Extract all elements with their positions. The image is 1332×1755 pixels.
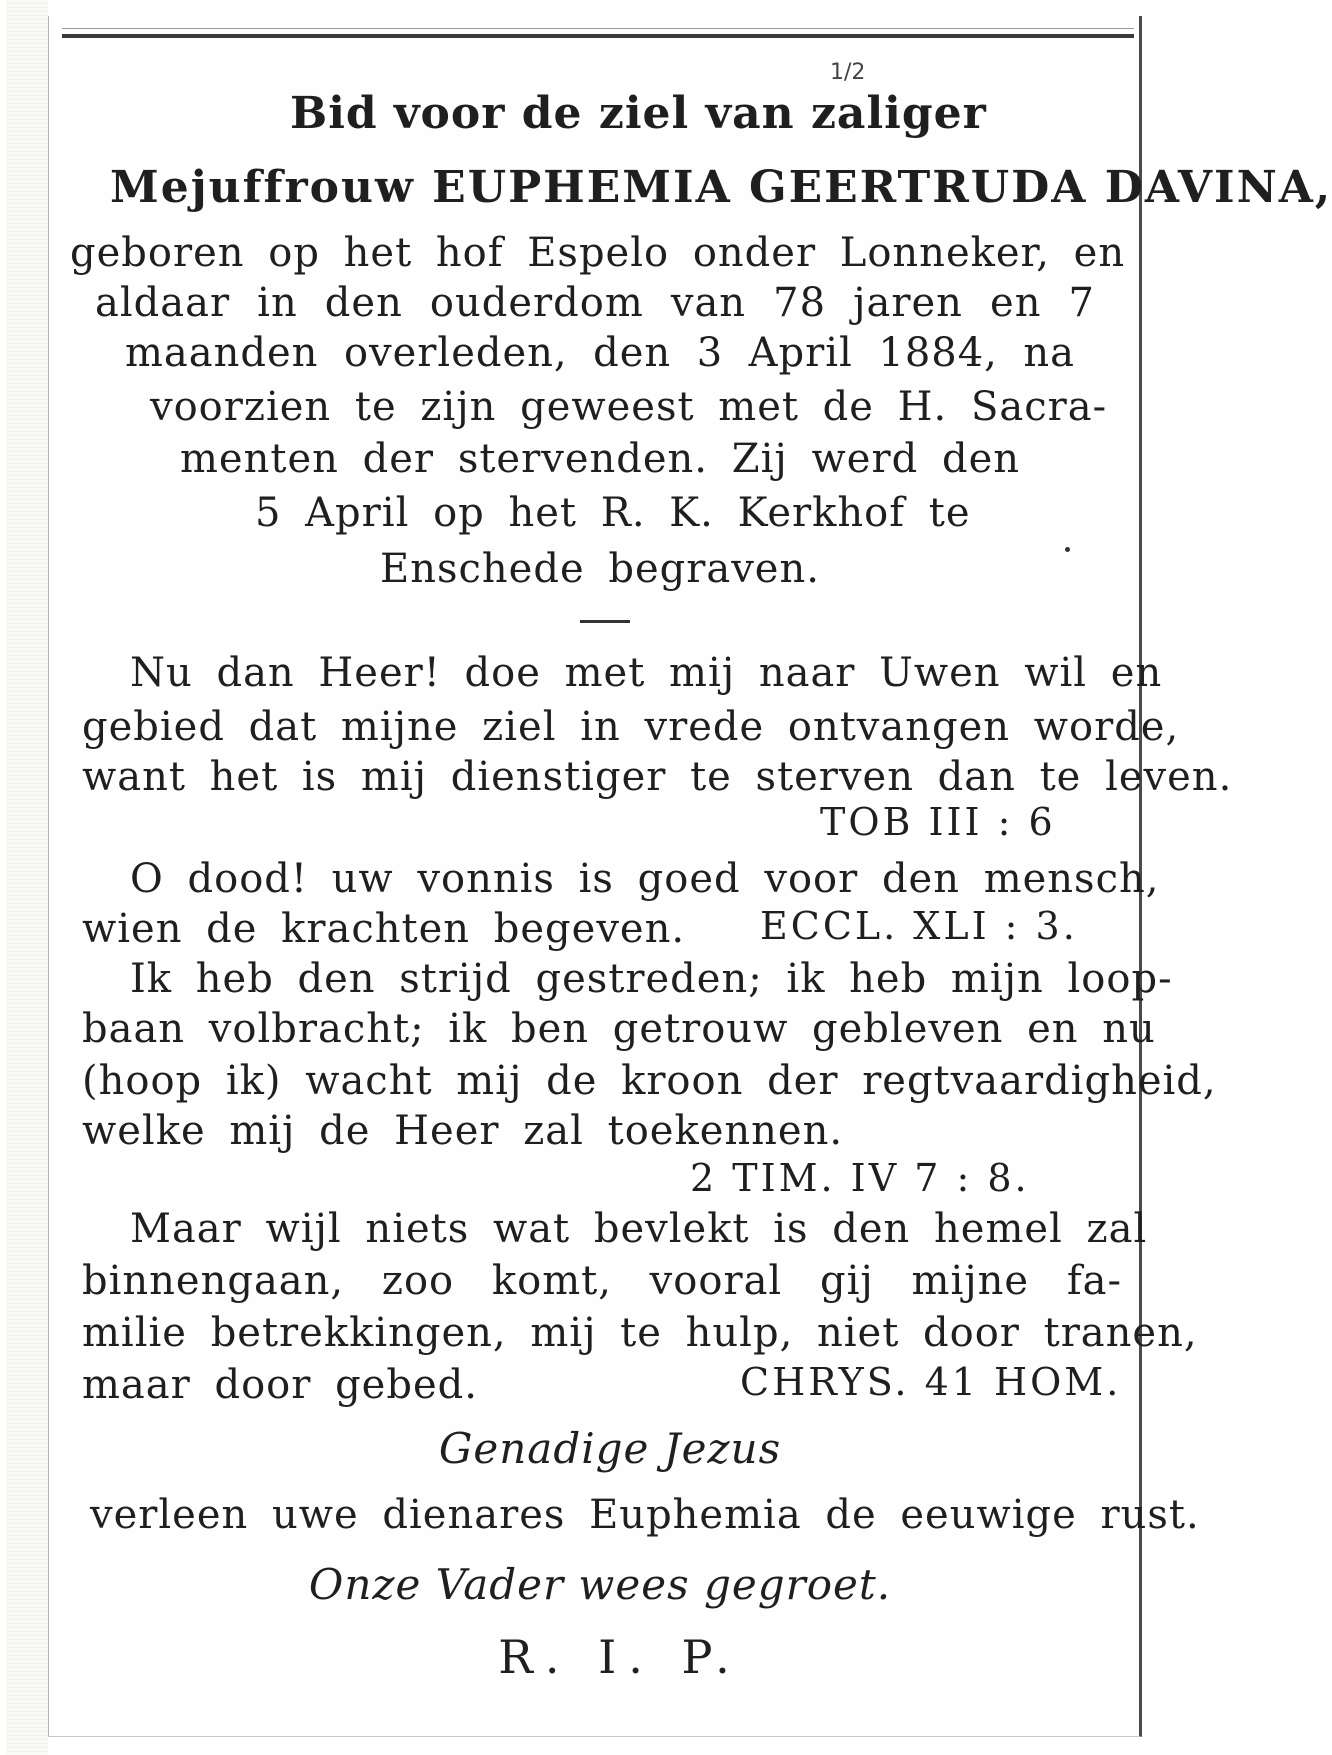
- rip-text: R. I. P.: [498, 1630, 742, 1684]
- reference-tim: 2 TIM. IV 7 : 8.: [690, 1156, 1030, 1200]
- bio-line-7: Enschede begraven.: [380, 546, 820, 592]
- header-line-1: Bid voor de ziel van zaliger: [290, 88, 987, 139]
- bio-line-2: aldaar in den ouderdom van 78 jaren en 7: [95, 280, 1095, 326]
- separator-dash: [580, 620, 630, 623]
- quote4-line-2: binnengaan, zoo komt, vooral gij mijne fa-: [82, 1258, 1122, 1304]
- quote3-line-4: welke mij de Heer zal toekennen.: [82, 1108, 844, 1154]
- invocation: Genadige Jezus: [438, 1424, 782, 1473]
- deceased-name: Mejuffrouw EUPHEMIA GEERTRUDA DAVINA,: [110, 162, 1332, 213]
- top-border-thin: [62, 28, 1134, 29]
- bio-line-5: menten der stervenden. Zij werd den: [180, 436, 1020, 482]
- quote4-line-1: Maar wijl niets wat bevlekt is den hemel zal: [130, 1206, 1148, 1252]
- quote4-line-4: maar door gebed.: [82, 1362, 478, 1408]
- quote2-line-1: O dood! uw vonnis is goed voor den mensch,: [130, 856, 1160, 902]
- prayer-line-2: Onze Vader wees gegroet.: [308, 1560, 892, 1609]
- bio-line-1: geboren op het hof Espelo onder Lonneker, en: [70, 230, 1126, 276]
- top-border: [62, 34, 1134, 38]
- bio-line-3: maanden overleden, den 3 April 1884, na: [125, 330, 1075, 376]
- quote3-line-1: Ik heb den strijd gestreden; ik heb mijn loop-: [130, 956, 1173, 1002]
- quote4-line-3: milie betrekkingen, mij te hulp, niet door tranen,: [82, 1310, 1198, 1356]
- scan-edge: [6, 0, 48, 1755]
- bio-line-6: 5 April op het R. K. Kerkhof te: [255, 490, 971, 536]
- page-mark: 1/2: [830, 60, 866, 85]
- prayer-line: verleen uwe dienares Euphemia de eeuwige rust.: [90, 1492, 1200, 1538]
- bio-line-4: voorzien te zijn geweest met de H. Sacra-: [150, 384, 1108, 430]
- quote1-line-2: gebied dat mijne ziel in vrede ontvangen worde,: [82, 704, 1180, 750]
- stray-dot: [1065, 547, 1070, 552]
- quote1-line-1: Nu dan Heer! doe met mij naar Uwen wil en: [130, 650, 1163, 696]
- reference-eccl: ECCL. XLI : 3.: [760, 904, 1078, 948]
- quote3-line-3: (hoop ik) wacht mij de kroon der regtvaardigheid,: [82, 1058, 1217, 1104]
- quote1-line-3: want het is mij dienstiger te sterven dan te leven.: [82, 754, 1233, 800]
- reference-chrys: CHRYS. 41 HOM.: [740, 1360, 1122, 1404]
- quote3-line-2: baan volbracht; ik ben getrouw gebleven en nu: [82, 1006, 1156, 1052]
- quote2-line-2: wien de krachten begeven.: [82, 906, 686, 952]
- reference-tob: TOB III : 6: [820, 800, 1056, 844]
